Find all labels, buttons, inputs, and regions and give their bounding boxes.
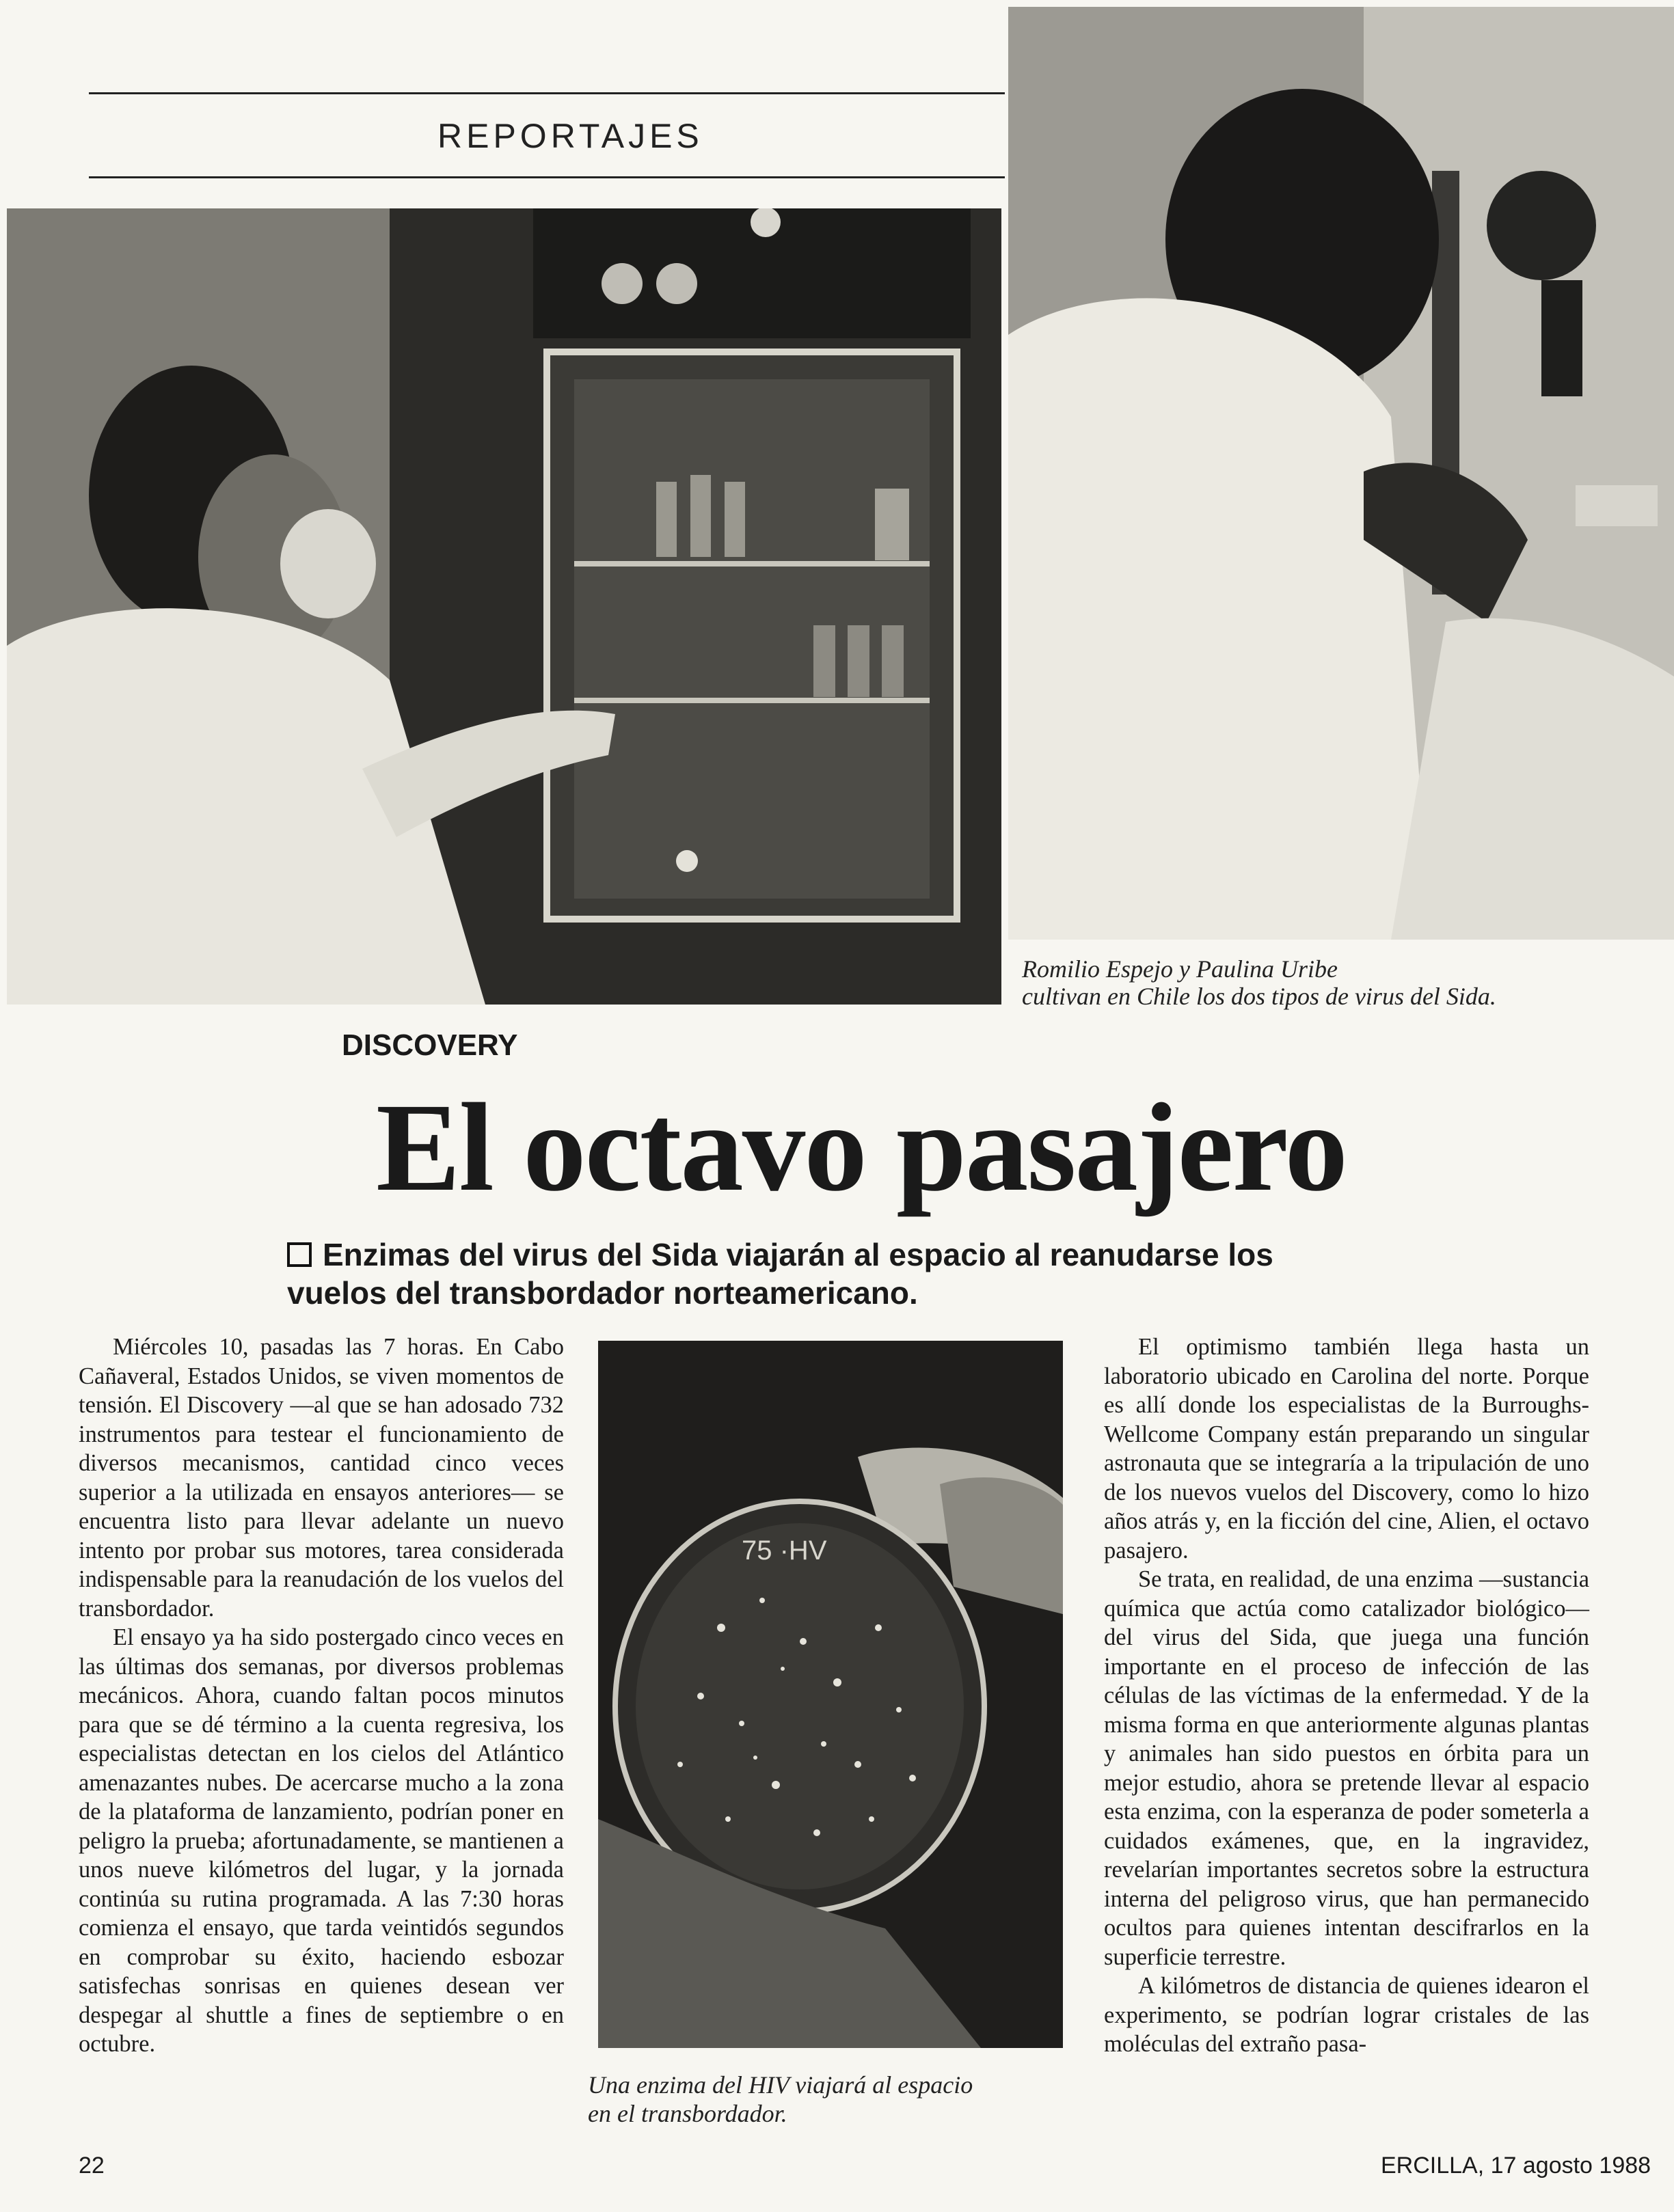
- body-column-1: [79, 1333, 564, 2059]
- kicker: DISCOVERY: [342, 1028, 518, 1062]
- col1-paragraph-1: Miércoles 10, pasadas las 7 horas. En Cabo Cañaveral, Estados Unidos, se viven momentos de tensión. El Discovery —al que se han adosado 732 instrumentos para testear el funcionamiento de diversos mecanismos, cantidad cinco veces superior a la utilizada en ensayos anteriores— se encuentra listo para llevar adelante un nuevo intento por probar sus motores, tarea considerada indispensable para la reanudación de los vuelos del transbordador.: [79, 1334, 564, 1622]
- photo-incubator: [7, 208, 1001, 1005]
- caption-top-line1: Romilio Espejo y Paulina Uribe: [1022, 955, 1338, 983]
- photo-caption-mid: [588, 2071, 1073, 2128]
- deck: [287, 1235, 1408, 1312]
- photo-caption-top: [1022, 955, 1664, 1010]
- magazine-dateline: ERCILLA, 17 agosto 1988: [1381, 2153, 1651, 2179]
- photo-microscope: [1008, 7, 1674, 940]
- photo-petri-dish: [598, 1341, 1063, 2048]
- caption-mid-line1: Una enzima del HIV viajará al espacio: [588, 2071, 973, 2099]
- section-label: REPORTAJES: [437, 117, 703, 155]
- petri-label: 75 ·HV: [742, 1535, 827, 1566]
- bullet-box-icon: [287, 1242, 312, 1267]
- caption-top-line2: cultivan en Chile los dos tipos de virus del Sida.: [1022, 983, 1496, 1010]
- body-column-3: [1104, 1333, 1589, 2059]
- deck-line1: Enzimas del virus del Sida viajarán al espacio al reanudarse los: [323, 1237, 1273, 1272]
- deck-line2: vuelos del transbordador norteamericano.: [287, 1275, 918, 1311]
- col1-paragraph-2: El ensayo ya ha sido postergado cinco veces en las últimas dos semanas, por diversos problemas mecánicos. Ahora, cuando faltan pocos minutos para que se dé término a la cuenta regresiva, los especialistas detectan en los cielos del Atlántico amenazantes nubes. De acercarse mucho a la zona de la plataforma de lanzamiento, podrían poner en peligro la prueba; afortunadamente, se mantienen a unos nueve kilómetros del lugar, y la jornada continúa su rutina programada. A las 7:30 horas comienza el ensayo, que tarda veintidós segundos en comprobar su éxito, haciendo esbozar satisfechas sonrisas en quienes desean ver despegar al shuttle a fines de septiembre o en octubre.: [79, 1624, 564, 2057]
- caption-mid-line2: en el transbordador.: [588, 2100, 787, 2127]
- header-rule-bottom: [89, 176, 1005, 178]
- page-number: 22: [79, 2153, 105, 2179]
- col3-paragraph-2: Se trata, en realidad, de una enzima —sustancia química que actúa como catalizador biológico— del virus del Sida, que juega una función importante en el proceso de infección de las células de las víctimas de la enfermedad. Y de la misma forma en que anteriormente algunas plantas y animales han sido puestos en órbita para un mejor estudio, ahora se pretende llevar al espacio esta enzima, con la esperanza de poder someterla a cuidados exámenes, que, en la ingravidez, revelarían importantes secretos sobre la estructura interna del peligroso virus, que han permanecido ocultos para quienes intentan descifrarlos en la superficie terrestre.: [1104, 1566, 1590, 1970]
- headline: El octavo pasajero: [376, 1078, 1347, 1218]
- col3-paragraph-1: El optimismo también llega hasta un laboratorio ubicado en Carolina del norte. Porque es allí donde los especialistas de la Burroughs-Wellcome Company están preparando un singular astronauta que se integraría a la tripulación de uno de los nuevos vuelos del Discovery, como lo hizo años atrás y, en la ficción del cine, Alien, el octavo pasajero.: [1104, 1334, 1589, 1564]
- col3-paragraph-3: A kilómetros de distancia de quienes idearon el experimento, se podrían lograr cristales de las moléculas del extraño pasa-: [1104, 1973, 1589, 2057]
- header-rule-top: [89, 92, 1005, 94]
